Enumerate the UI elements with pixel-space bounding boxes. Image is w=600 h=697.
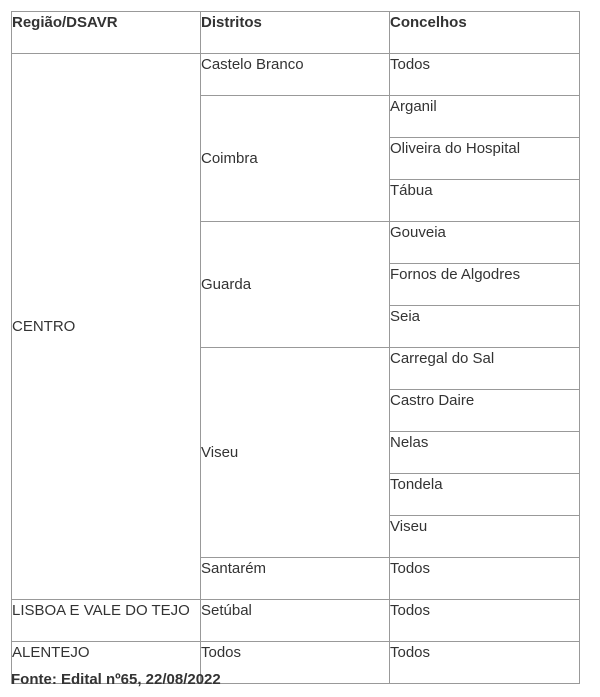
- district-viseu: Viseu: [201, 348, 390, 558]
- region-lisboa: LISBOA E VALE DO TEJO: [12, 600, 201, 642]
- concelho-cell: Castro Daire: [390, 390, 580, 432]
- district-coimbra: Coimbra: [201, 96, 390, 222]
- header-regiao: Região/DSAVR: [12, 12, 201, 54]
- district-guarda: Guarda: [201, 222, 390, 348]
- concelho-cell: Todos: [390, 642, 580, 684]
- district-santarem: Santarém: [201, 558, 390, 600]
- district-castelo-branco: Castelo Branco: [201, 54, 390, 96]
- concelho-cell: Oliveira do Hospital: [390, 138, 580, 180]
- region-centro: CENTRO: [12, 54, 201, 600]
- regions-table: [11, 11, 580, 684]
- concelho-cell: Carregal do Sal: [390, 348, 580, 390]
- concelho-cell: Todos: [390, 600, 580, 642]
- header-concelhos: Concelhos: [390, 12, 580, 54]
- concelho-cell: Viseu: [390, 516, 580, 558]
- concelho-cell: Todos: [390, 54, 580, 96]
- header-distritos: Distritos: [201, 12, 390, 54]
- source-note: Fonte: Edital nº65, 22/08/2022: [11, 671, 221, 688]
- concelho-cell: Gouveia: [390, 222, 580, 264]
- region-alentejo: ALENTEJO: [12, 642, 201, 684]
- table-row: [12, 600, 580, 642]
- concelho-cell: Todos: [390, 558, 580, 600]
- concelho-cell: Nelas: [390, 432, 580, 474]
- concelho-cell: Fornos de Algodres: [390, 264, 580, 306]
- table-row: [12, 54, 580, 96]
- district-alentejo-todos: Todos: [201, 642, 390, 684]
- concelho-cell: Seia: [390, 306, 580, 348]
- table-header-row: [12, 12, 580, 54]
- concelho-cell: Tondela: [390, 474, 580, 516]
- district-setubal: Setúbal: [201, 600, 390, 642]
- concelho-cell: Tábua: [390, 180, 580, 222]
- concelho-cell: Arganil: [390, 96, 580, 138]
